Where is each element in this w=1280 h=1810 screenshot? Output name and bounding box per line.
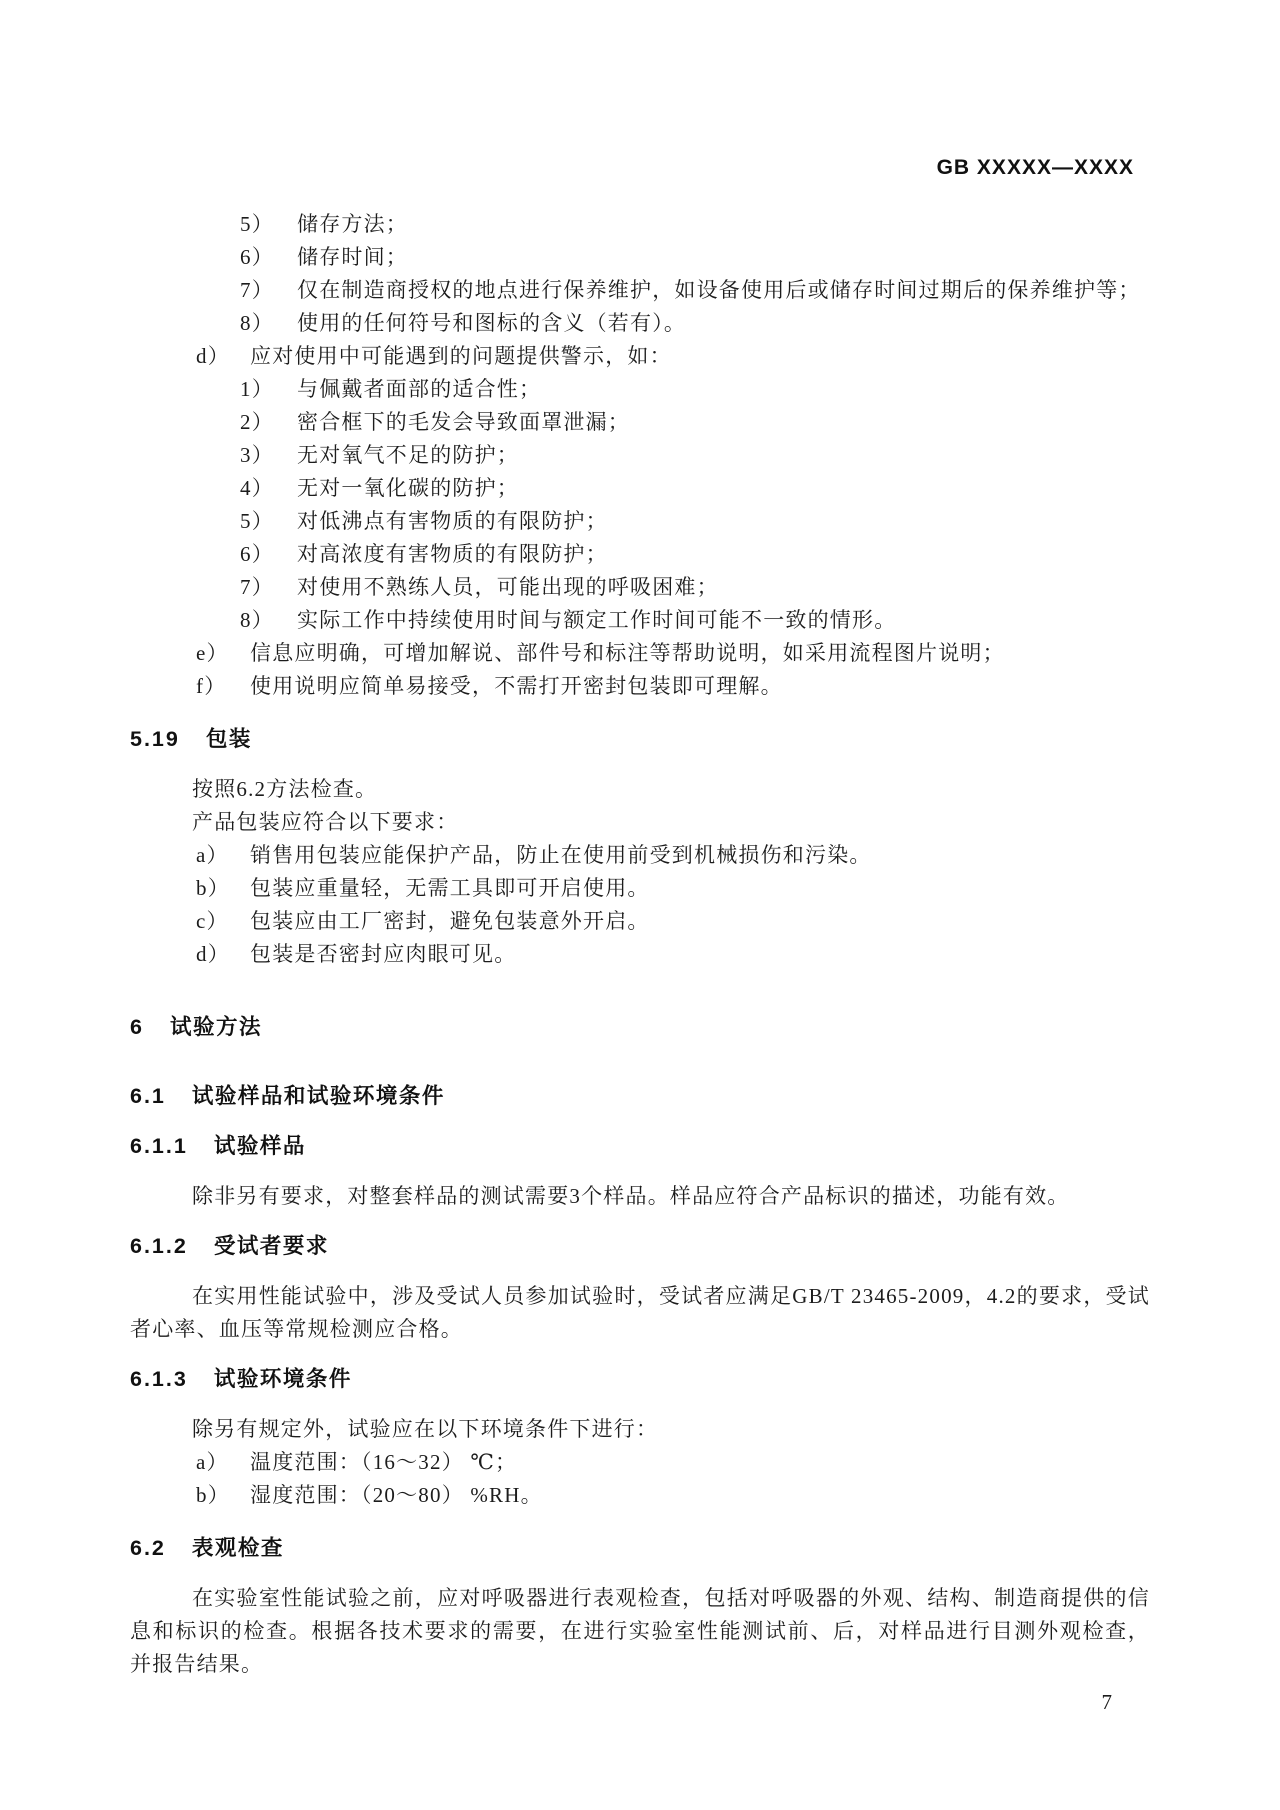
list-item [130,340,1150,373]
list-item [130,604,1150,637]
paragraph: 在实验室性能试验之前，应对呼吸器进行表观检查，包括对呼吸器的外观、结构、制造商提供的信息和标识的检查。根据各技术要求的需要，在进行实验室性能测试前、后，对样品进行目测外观检查，并报告结果。 [130,1586,1150,1676]
list-item-text: 无对一氧化碳的防护； [297,476,519,500]
list-item-label: 7） [240,278,274,302]
list-item-label: e） [196,641,229,665]
list-item-text: 实际工作中持续使用时间与额定工作时间可能不一致的情形。 [297,608,897,632]
list-item [130,208,1150,241]
section-number: 5.19 [130,727,180,751]
list-item [130,538,1150,571]
document-body [0,208,1280,1681]
section-heading-6-1-3 [130,1363,1150,1396]
section-title: 试验样品 [213,1134,306,1158]
section-number: 6.1.2 [130,1234,188,1258]
section-title: 包装 [205,727,252,751]
list-item [130,241,1150,274]
list-item-text: 湿度范围：（20～80） %RH。 [250,1483,543,1507]
list-item-label: d） [196,942,230,966]
list-item-text: 包装应重量轻，无需工具即可开启使用。 [250,876,650,900]
section-title: 受试者要求 [213,1234,329,1258]
paragraph: 按照6.2方法检查。 [192,777,378,801]
paragraph: 在实用性能试验中，涉及受试人员参加试验时，受试者应满足GB/T 23465-2009，4.2的要求，受试者心率、血压等常规检测应合格。 [130,1284,1150,1341]
list-item-label: 6） [240,542,274,566]
list-item-text: 仅在制造商授权的地点进行保养维护，如设备使用后或储存时间过期后的保养维护等； [297,278,1141,302]
list-item-text: 应对使用中可能遇到的问题提供警示，如： [250,344,672,368]
list-item [130,307,1150,340]
list-item-label: d） [196,344,230,368]
standard-number-header: GB XXXXX—XXXX [936,156,1134,179]
list-item-text: 密合框下的毛发会导致面罩泄漏； [297,410,630,434]
list-item [130,373,1150,406]
list-item-text: 对高浓度有害物质的有限防护； [297,542,608,566]
paragraph: 除另有规定外，试验应在以下环境条件下进行： [192,1417,659,1441]
section-number: 6 [130,1015,144,1039]
section-heading-6 [130,1011,1150,1044]
section-title: 试验环境条件 [213,1367,352,1391]
list-item-label: 8） [240,311,274,335]
list-item-text: 使用的任何符号和图标的含义（若有）。 [297,311,687,335]
section-number: 6.1.3 [130,1367,188,1391]
list-item-label: 5） [240,509,274,533]
section-heading-6-2 [130,1532,1150,1565]
list-item [130,839,1150,872]
list-item-text: 使用说明应简单易接受，不需打开密封包装即可理解。 [250,674,783,698]
list-item [130,905,1150,938]
list-item-label: f） [196,674,227,698]
section-heading-6-1-1 [130,1130,1150,1163]
list-item-text: 与佩戴者面部的适合性； [297,377,542,401]
list-item [130,571,1150,604]
paragraph: 除非另有要求，对整套样品的测试需要3个样品。样品应符合产品标识的描述，功能有效。 [192,1184,1070,1208]
list-item [130,1479,1150,1512]
list-item-label: a） [196,843,229,867]
list-item-text: 信息应明确，可增加解说、部件号和标注等帮助说明，如采用流程图片说明； [250,641,1005,665]
list-item [130,472,1150,505]
section-title: 试验方法 [169,1015,262,1039]
list-item [130,1446,1150,1479]
list-item-text: 销售用包装应能保护产品，防止在使用前受到机械损伤和污染。 [250,843,872,867]
list-item-label: c） [196,909,229,933]
section-title: 试验样品和试验环境条件 [191,1084,445,1108]
list-item-label: a） [196,1450,229,1474]
list-item-text: 对低沸点有害物质的有限防护； [297,509,608,533]
section-number: 6.1 [130,1084,166,1108]
section-number: 6.2 [130,1536,166,1560]
list-item [130,872,1150,905]
list-item [130,406,1150,439]
section-heading-5-19 [130,723,1150,756]
list-item-label: 3） [240,443,274,467]
list-item [130,637,1150,670]
list-item-label: b） [196,1483,230,1507]
paragraph: 产品包装应符合以下要求： [192,810,459,834]
list-item-text: 包装是否密封应肉眼可见。 [250,942,517,966]
section-heading-6-1-2 [130,1230,1150,1263]
section-heading-6-1 [130,1080,1150,1113]
list-item-text: 储存方法； [297,212,408,236]
list-item-label: 8） [240,608,274,632]
list-item-label: b） [196,876,230,900]
list-item-label: 6） [240,245,274,269]
page-number: 7 [1101,1690,1112,1714]
list-item-text: 温度范围：（16～32） ℃； [250,1450,518,1474]
list-item-text: 包装应由工厂密封，避免包装意外开启。 [250,909,650,933]
list-item-label: 2） [240,410,274,434]
list-item-label: 4） [240,476,274,500]
list-item [130,439,1150,472]
list-item [130,505,1150,538]
list-item-label: 5） [240,212,274,236]
list-item-text: 储存时间； [297,245,408,269]
section-title: 表观检查 [191,1536,284,1560]
list-item-text: 对使用不熟练人员，可能出现的呼吸困难； [297,575,719,599]
list-item-label: 7） [240,575,274,599]
list-item [130,274,1150,307]
list-item [130,938,1150,971]
list-item-label: 1） [240,377,274,401]
list-item [130,670,1150,703]
section-number: 6.1.1 [130,1134,188,1158]
list-item-text: 无对氧气不足的防护； [297,443,519,467]
